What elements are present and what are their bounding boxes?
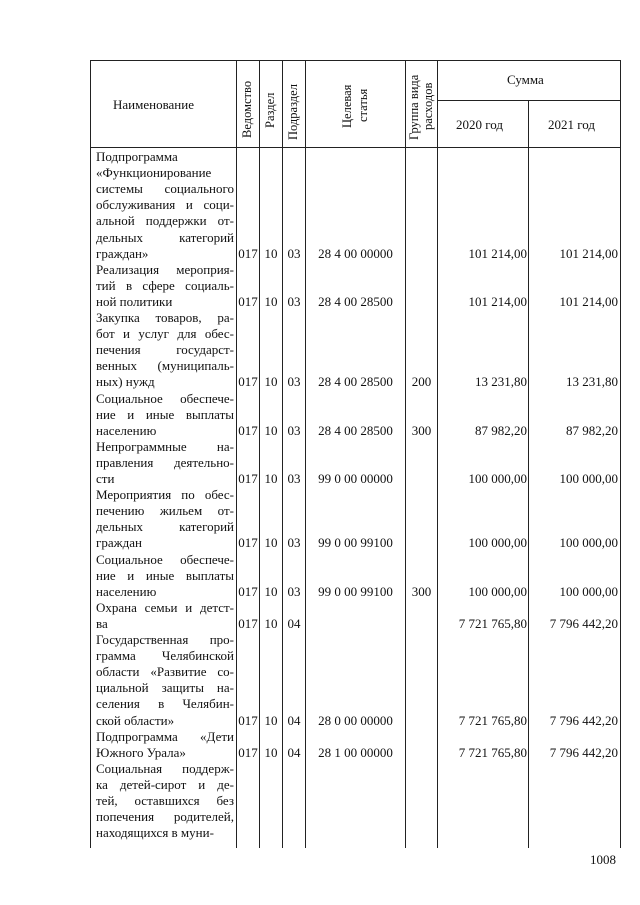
row-razdel: 10 xyxy=(264,744,278,760)
row-podrazdel: 03 xyxy=(287,245,301,261)
row-target: 99 0 00 99100 xyxy=(318,583,393,599)
row-amount-2020: 101 214,00 xyxy=(468,245,527,261)
row-name-line: ние и иные выплаты xyxy=(96,567,234,583)
row-vedomstvo: 017 xyxy=(238,422,258,438)
row-name-line: Охрана семьи и детст- xyxy=(96,599,234,615)
header-sum: Сумма xyxy=(507,72,544,87)
row-amount-2020: 13 231,80 xyxy=(475,374,527,390)
header-target-line2: статья xyxy=(356,88,370,122)
row-name-line: «Функционирование xyxy=(96,165,212,181)
row-podrazdel: 03 xyxy=(287,374,301,390)
table-right-border xyxy=(620,60,621,848)
row-name-line: Подпрограмма xyxy=(96,149,178,164)
header-year1: 2020 год xyxy=(456,117,503,132)
row-group: 300 xyxy=(411,583,432,599)
row-amount-2020: 7 721 765,80 xyxy=(458,712,527,728)
row-name-line: грамма Челябинской xyxy=(96,648,234,664)
row-amount-2021: 7 796 442,20 xyxy=(549,615,618,631)
header-bottom-border xyxy=(90,147,620,148)
row-name-line: обслуживания и соци- xyxy=(96,197,234,213)
row-target: 28 4 00 00000 xyxy=(318,245,393,261)
row-amount-2021: 100 000,00 xyxy=(559,535,618,551)
row-podrazdel: 03 xyxy=(287,422,301,438)
row-name-line: Южного Урала» xyxy=(96,744,186,760)
row-name-line: альной поддержки от- xyxy=(96,213,234,229)
row-razdel: 10 xyxy=(264,374,278,390)
row-name-line: ва xyxy=(96,615,108,631)
row-name-line: Мероприятия по обес- xyxy=(96,487,234,503)
row-name-line: системы социального xyxy=(96,181,234,197)
row-name-line: дельных категорий xyxy=(96,519,234,535)
row-podrazdel: 03 xyxy=(287,293,301,309)
row-podrazdel: 03 xyxy=(287,583,301,599)
header-razdel: Раздел xyxy=(263,92,277,128)
row-name-line: Государственная про- xyxy=(96,632,234,647)
row-name-line: ние и иные выплаты xyxy=(96,406,234,422)
row-name-line: дельных категорий xyxy=(96,229,234,245)
row-amount-2021: 87 982,20 xyxy=(566,422,618,438)
row-name-line: печения государст- xyxy=(96,342,234,358)
row-group: 200 xyxy=(411,374,432,390)
row-vedomstvo: 017 xyxy=(238,712,258,728)
row-name-line: Закупка товаров, ра- xyxy=(96,310,234,325)
row-name-line: находящихся в муни- xyxy=(96,825,214,841)
table-top-border xyxy=(90,60,620,61)
row-vedomstvo: 017 xyxy=(238,615,258,631)
row-vedomstvo: 017 xyxy=(238,245,258,261)
row-vedomstvo: 017 xyxy=(238,374,258,390)
row-name-line: венных (муниципаль- xyxy=(96,358,234,374)
row-razdel: 10 xyxy=(264,535,278,551)
header-vedomstvo: Ведомство xyxy=(240,80,254,138)
row-amount-2021: 7 796 442,20 xyxy=(549,712,618,728)
row-podrazdel: 04 xyxy=(287,744,301,760)
row-amount-2021: 7 796 442,20 xyxy=(549,744,618,760)
row-podrazdel: 04 xyxy=(287,712,301,728)
row-name-line: сти xyxy=(96,471,115,486)
row-podrazdel: 03 xyxy=(287,535,301,551)
row-name-line: бот и услуг для обес- xyxy=(96,326,234,342)
row-podrazdel: 04 xyxy=(287,615,301,631)
row-name-line: Реализация мероприя- xyxy=(96,261,234,277)
page-number: 1008 xyxy=(590,852,616,867)
col-divider-podrazdel xyxy=(305,60,306,848)
col-divider-razdel xyxy=(282,60,283,848)
row-name-line: населению xyxy=(96,422,157,438)
row-razdel: 10 xyxy=(264,615,278,631)
row-amount-2020: 87 982,20 xyxy=(475,422,527,438)
row-amount-2020: 7 721 765,80 xyxy=(458,615,527,631)
row-vedomstvo: 017 xyxy=(238,535,258,551)
row-razdel: 10 xyxy=(264,712,278,728)
row-amount-2021: 101 214,00 xyxy=(559,293,618,309)
row-name-line: Социальное обеспече- xyxy=(96,390,234,406)
row-name-line: печению жильем от- xyxy=(96,503,234,519)
row-vedomstvo: 017 xyxy=(238,471,258,486)
row-vedomstvo: 017 xyxy=(238,583,258,599)
row-amount-2021: 100 000,00 xyxy=(559,471,618,486)
row-amount-2020: 100 000,00 xyxy=(468,535,527,551)
row-amount-2021: 13 231,80 xyxy=(566,374,618,390)
row-razdel: 10 xyxy=(264,583,278,599)
table-left-border xyxy=(90,60,91,848)
row-razdel: 10 xyxy=(264,422,278,438)
row-target: 28 0 00 00000 xyxy=(318,712,393,728)
row-name-line: Социальная поддерж- xyxy=(96,760,234,776)
row-name-line: ской области» xyxy=(96,712,175,728)
row-podrazdel: 03 xyxy=(287,471,301,486)
header-name: Наименование xyxy=(113,97,194,112)
row-name-line: Непрограммные на- xyxy=(96,438,234,454)
row-name-line: селения в Челябин- xyxy=(96,696,234,712)
row-name-line: населению xyxy=(96,583,157,599)
row-name-line: попечения родителей, xyxy=(96,809,234,825)
row-target: 28 4 00 28500 xyxy=(318,422,393,438)
header-group-line2: расходов xyxy=(421,82,435,130)
col-divider-target xyxy=(405,60,406,848)
col-divider-name xyxy=(236,60,237,848)
row-name-line: Подпрограмма «Дети xyxy=(96,728,234,744)
row-razdel: 10 xyxy=(264,293,278,309)
header-year2: 2021 год xyxy=(548,117,595,132)
row-target: 28 4 00 28500 xyxy=(318,374,393,390)
row-name-line: тий в сфере социаль- xyxy=(96,277,234,293)
row-name-line: ной политики xyxy=(96,293,173,309)
row-name-line: ка детей-сирот и де- xyxy=(96,776,234,792)
row-target: 28 1 00 00000 xyxy=(318,744,393,760)
row-vedomstvo: 017 xyxy=(238,293,258,309)
row-vedomstvo: 017 xyxy=(238,744,258,760)
row-group: 300 xyxy=(411,422,432,438)
row-amount-2020: 100 000,00 xyxy=(468,471,527,486)
header-group-line1: Группа вида xyxy=(407,74,421,140)
row-name-line: граждан» xyxy=(96,245,149,261)
row-name-line: граждан xyxy=(96,535,142,551)
row-amount-2020: 7 721 765,80 xyxy=(458,744,527,760)
row-target: 99 0 00 00000 xyxy=(318,471,393,486)
header-podrazdel: Подраздел xyxy=(286,84,300,140)
row-amount-2021: 100 000,00 xyxy=(559,583,618,599)
row-razdel: 10 xyxy=(264,471,278,486)
row-amount-2020: 101 214,00 xyxy=(468,293,527,309)
col-divider-ved xyxy=(259,60,260,848)
row-name-line: области «Развитие со- xyxy=(96,664,234,680)
row-name-line: циальной защиты на- xyxy=(96,680,234,696)
row-target: 99 0 00 99100 xyxy=(318,535,393,551)
row-name-line: Социальное обеспече- xyxy=(96,551,234,567)
header-target-line1: Целевая xyxy=(340,84,354,128)
row-target: 28 4 00 28500 xyxy=(318,293,393,309)
row-razdel: 10 xyxy=(264,245,278,261)
row-amount-2020: 100 000,00 xyxy=(468,583,527,599)
row-amount-2021: 101 214,00 xyxy=(559,245,618,261)
row-name-line: ных) нужд xyxy=(96,374,155,390)
row-name-line: тей, оставшихся без xyxy=(96,793,234,808)
row-name-line: правления деятельно- xyxy=(96,454,234,470)
col-divider-group xyxy=(437,60,438,848)
